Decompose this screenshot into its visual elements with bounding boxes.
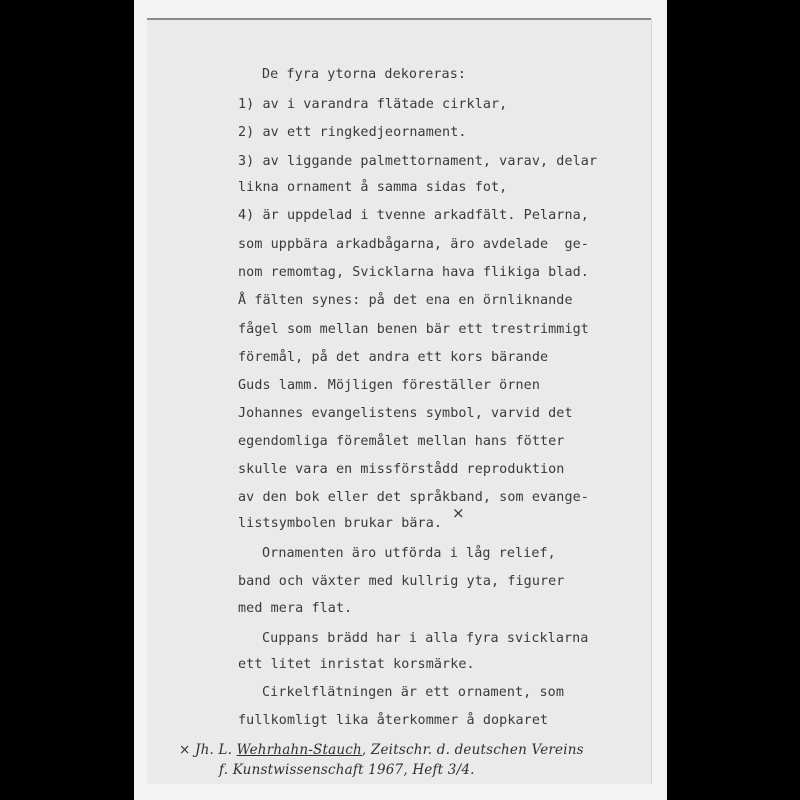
typewritten-page [147,18,651,784]
text-line: Cuppans brädd har i alla fyra svicklarna [262,631,589,646]
text-line: Cirkelflätningen är ett ornament, som [262,685,564,700]
text-line: Å fälten synes: på det ena en örnliknande [238,293,573,308]
text-line: Ornamenten äro utförda i låg relief, [262,546,556,561]
text-line: De fyra ytorna dekoreras: [262,67,467,82]
scan-background [134,0,667,800]
text-line: listsymbolen brukar bära. [238,516,443,531]
text-line: skulle vara en missförstådd reproduktion [238,462,565,477]
footnote-author: Wehrhahn-Stauch [236,742,362,758]
text-line: 2) av ett ringkedjeornament. [238,125,467,140]
text-line: med mera flat. [238,601,353,616]
handwritten-footnote-line2: f. Kunstwissenschaft 1967, Heft 3/4. [219,762,475,778]
handwritten-footnote-line1 [179,742,584,758]
text-line: fullkomligt lika återkommer å dopkaret [238,713,549,728]
footnote-marker: × [452,504,465,522]
text-line: 1) av i varandra flätade cirklar, [238,97,508,112]
footnote-source: , Zeitschr. d. deutschen Vereins [361,742,584,758]
text-line: 4) är uppdelad i tvenne arkadfält. Pelarna, [238,208,589,223]
text-line: som uppbära arkadbågarna, äro avdelade ge- [238,237,589,252]
text-line: band och växter med kullrig yta, figurer [238,574,565,589]
text-line: egendomliga föremålet mellan hans fötter [238,434,565,449]
text-line: föremål, på det andra ett kors bärande [238,350,549,365]
text-line: av den bok eller det språkband, som evange- [238,490,589,505]
text-line: 3) av liggande palmettornament, varav, delar [238,154,598,169]
text-line: nom remomtag, Svicklarna hava flikiga blad. [238,265,589,280]
footnote-prefix: × Jh. L. [179,742,237,758]
text-line: Guds lamm. Möjligen föreställer örnen [238,378,540,393]
text-line: ett litet inristat korsmärke. [238,657,475,672]
text-line: Johannes evangelistens symbol, varvid det [238,406,573,421]
text-line: likna ornament å samma sidas fot, [238,180,508,195]
text-line: fågel som mellan benen bär ett trestrimmigt [238,322,589,337]
